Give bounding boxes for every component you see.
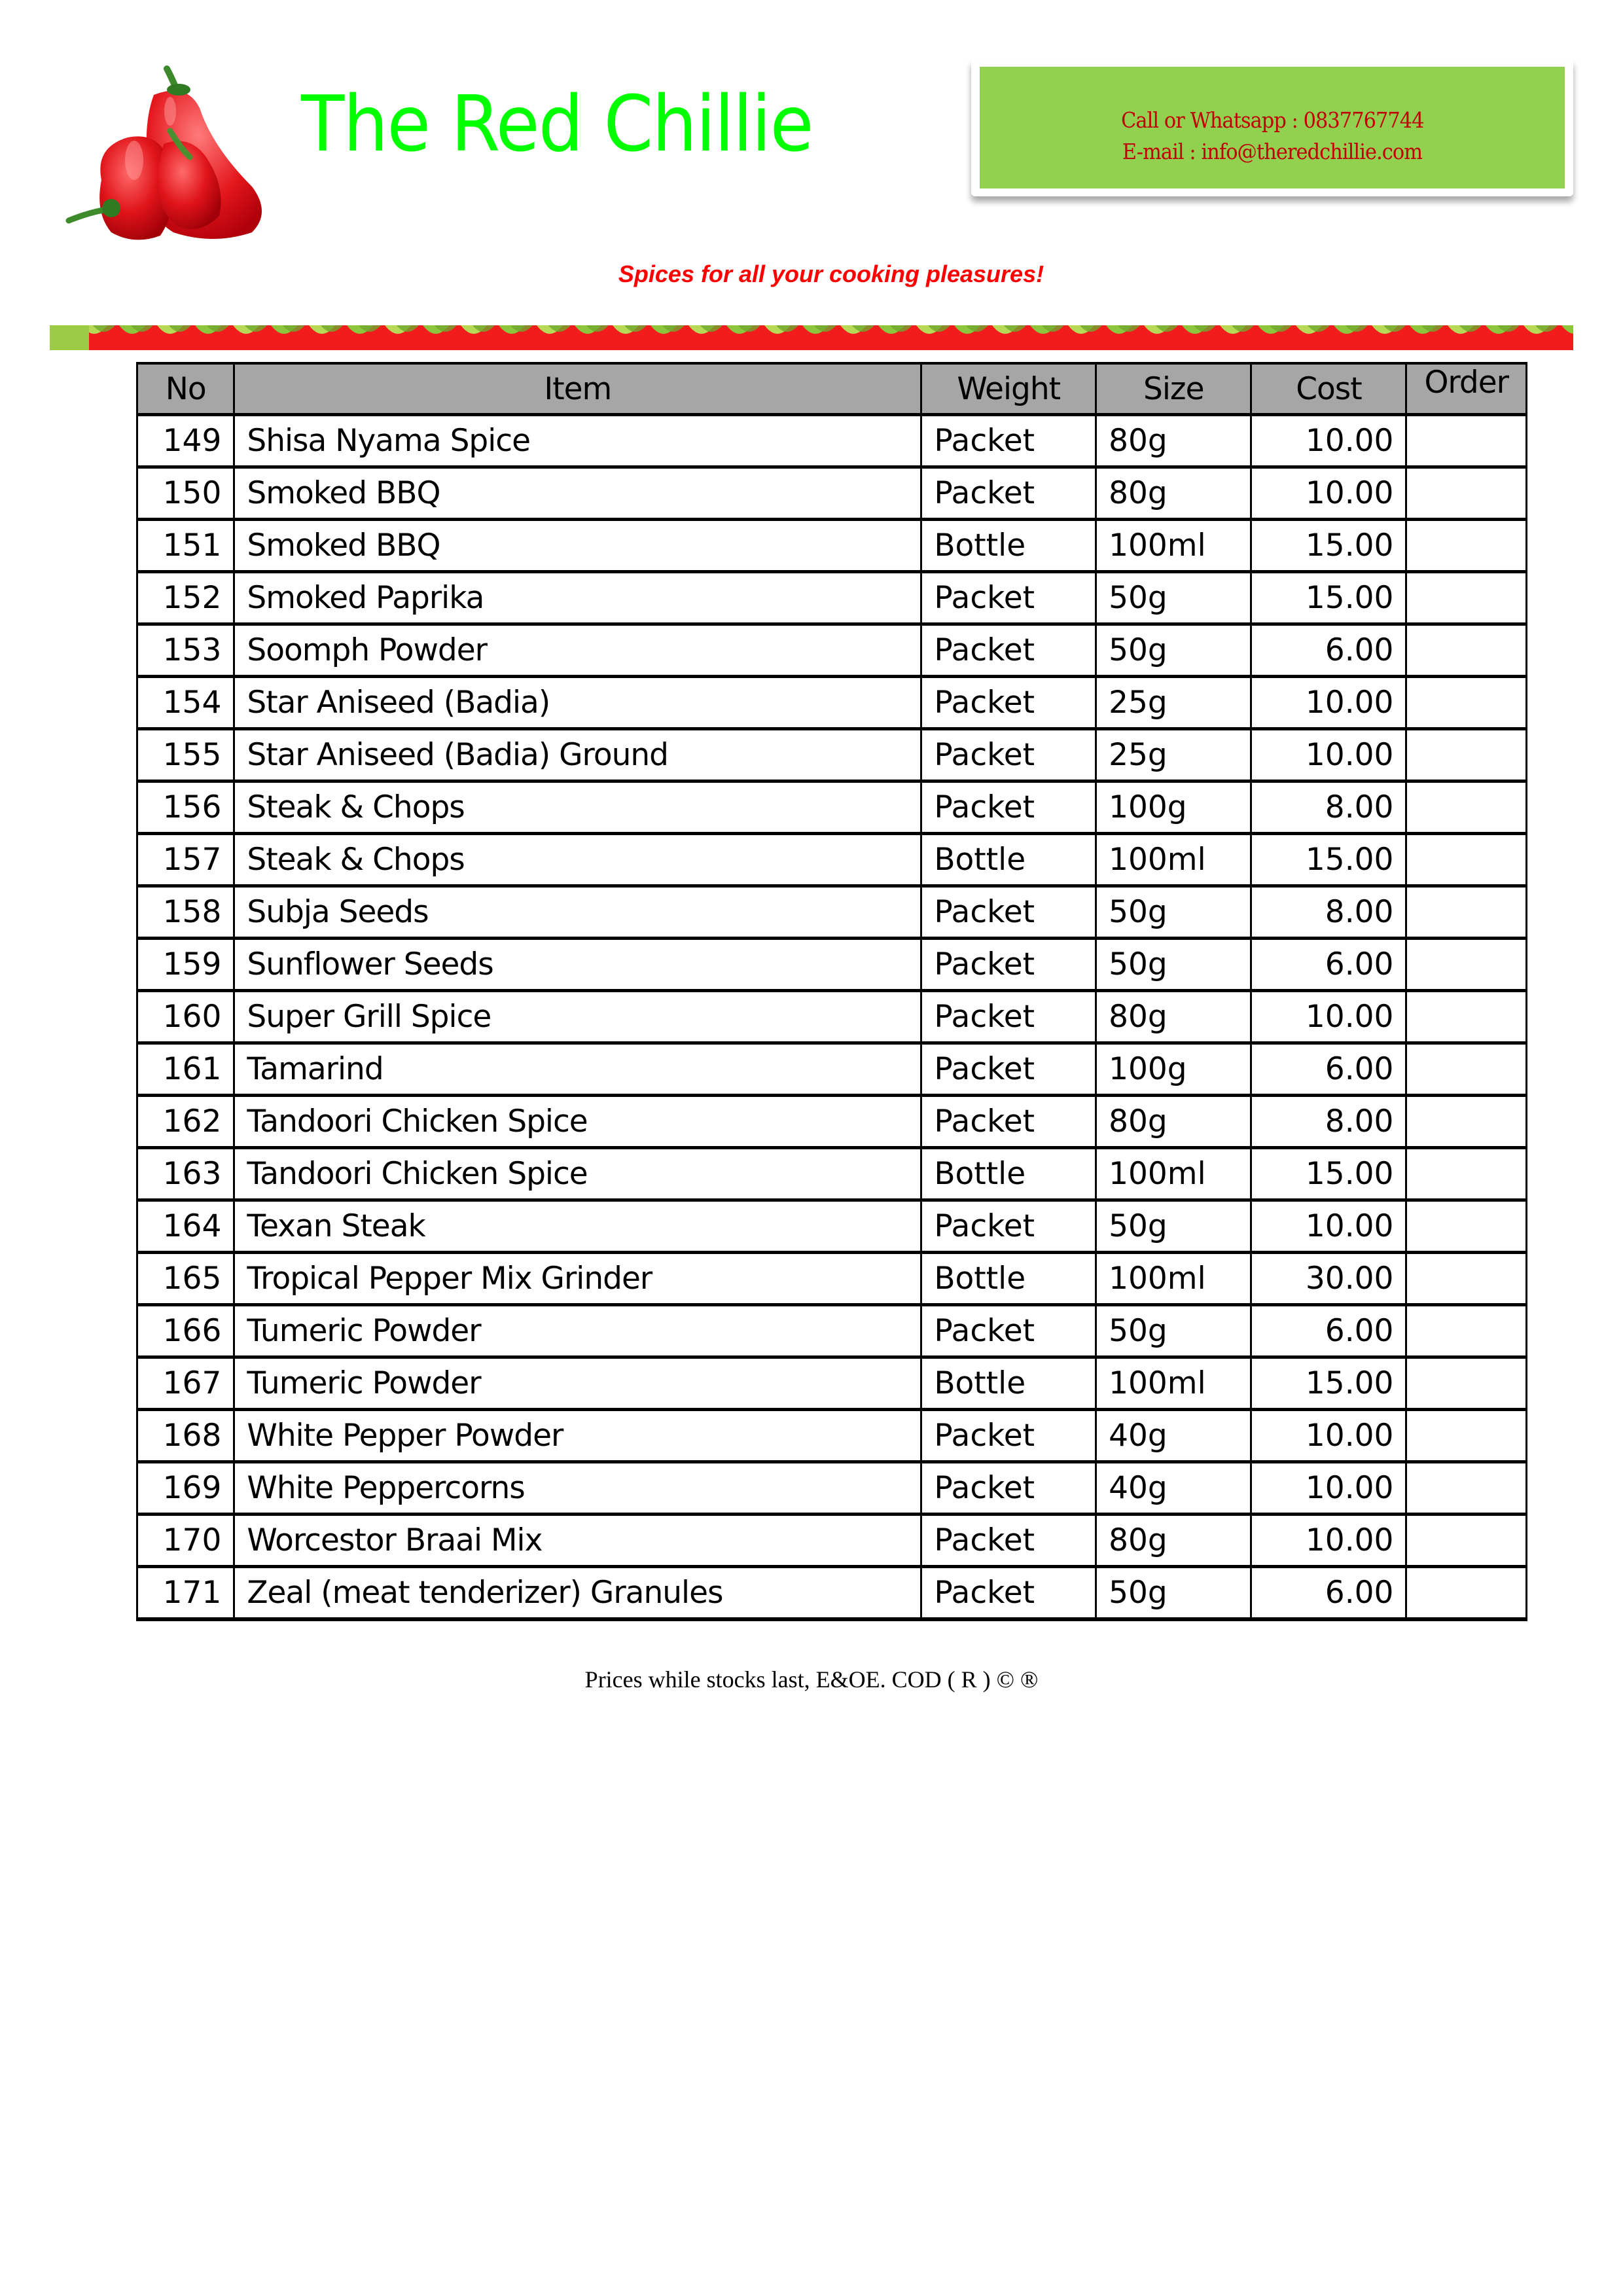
row-order-cell[interactable] [1406, 1148, 1527, 1200]
table-row [137, 1096, 1527, 1148]
table-row [137, 886, 1527, 939]
row-order-cell[interactable] [1406, 415, 1527, 467]
row-number: 154 [137, 677, 234, 729]
row-item-name: Shisa Nyama Spice [234, 415, 921, 467]
row-cost: 15.00 [1251, 1357, 1406, 1410]
row-number: 157 [137, 834, 234, 886]
table-row [137, 1305, 1527, 1357]
row-number: 166 [137, 1305, 234, 1357]
row-item-name: Texan Steak [234, 1200, 921, 1253]
row-item-name: Tamarind [234, 1043, 921, 1096]
row-size: 80g [1096, 991, 1251, 1043]
row-weight: Bottle [921, 1148, 1096, 1200]
row-cost: 15.00 [1251, 834, 1406, 886]
row-number: 159 [137, 939, 234, 991]
row-item-name: Worcestor Braai Mix [234, 1515, 921, 1567]
row-item-name: White Peppercorns [234, 1462, 921, 1515]
table-row [137, 1410, 1527, 1462]
phone-contact[interactable]: Call or Whatsapp : 0837767744 [1120, 107, 1424, 133]
row-item-name: Soomph Powder [234, 624, 921, 677]
table-row [137, 781, 1527, 834]
table-row [137, 415, 1527, 467]
row-size: 25g [1096, 729, 1251, 781]
row-order-cell[interactable] [1406, 834, 1527, 886]
row-cost: 8.00 [1251, 1096, 1406, 1148]
row-item-name: Tumeric Powder [234, 1305, 921, 1357]
row-size: 50g [1096, 939, 1251, 991]
row-cost: 10.00 [1251, 1410, 1406, 1462]
row-weight: Packet [921, 1462, 1096, 1515]
table-header-row [137, 363, 1527, 415]
row-item-name: Sunflower Seeds [234, 939, 921, 991]
price-list-table [136, 362, 1527, 1621]
table-row [137, 1253, 1527, 1305]
row-weight: Packet [921, 886, 1096, 939]
row-item-name: Smoked Paprika [234, 572, 921, 624]
row-number: 151 [137, 520, 234, 572]
row-weight: Packet [921, 415, 1096, 467]
row-cost: 15.00 [1251, 572, 1406, 624]
row-weight: Bottle [921, 520, 1096, 572]
column-header-order: Order [1406, 363, 1527, 415]
column-header-size: Size [1096, 363, 1251, 415]
row-cost: 6.00 [1251, 1043, 1406, 1096]
row-number: 170 [137, 1515, 234, 1567]
table-row [137, 1200, 1527, 1253]
row-number: 169 [137, 1462, 234, 1515]
row-number: 162 [137, 1096, 234, 1148]
row-size: 25g [1096, 677, 1251, 729]
column-header-no: No [137, 363, 234, 415]
row-size: 80g [1096, 415, 1251, 467]
row-weight: Bottle [921, 834, 1096, 886]
table-row [137, 572, 1527, 624]
contact-box [971, 59, 1573, 196]
row-weight: Packet [921, 624, 1096, 677]
row-weight: Bottle [921, 1357, 1096, 1410]
row-size: 100ml [1096, 520, 1251, 572]
footer-note: Prices while stocks last, E&OE. COD ( R ) © ® [584, 1666, 1039, 1693]
row-order-cell[interactable] [1406, 1043, 1527, 1096]
row-order-cell[interactable] [1406, 939, 1527, 991]
column-header-cost: Cost [1251, 363, 1406, 415]
leaf-cluster-icon [50, 325, 89, 350]
table-row [137, 991, 1527, 1043]
row-number: 161 [137, 1043, 234, 1096]
row-size: 80g [1096, 1515, 1251, 1567]
row-cost: 30.00 [1251, 1253, 1406, 1305]
tagline: Spices for all your cooking pleasures! [618, 260, 1044, 287]
row-order-cell[interactable] [1406, 1096, 1527, 1148]
row-size: 40g [1096, 1462, 1251, 1515]
row-order-cell[interactable] [1406, 991, 1527, 1043]
row-item-name: Smoked BBQ [234, 520, 921, 572]
row-order-cell[interactable] [1406, 1567, 1527, 1620]
row-weight: Packet [921, 1043, 1096, 1096]
table-row [137, 1043, 1527, 1096]
table-row [137, 729, 1527, 781]
row-size: 100ml [1096, 1148, 1251, 1200]
row-cost: 10.00 [1251, 677, 1406, 729]
row-item-name: Tandoori Chicken Spice [234, 1096, 921, 1148]
row-weight: Packet [921, 1515, 1096, 1567]
column-header-item: Item [234, 363, 921, 415]
leaf-border-banner [50, 325, 1573, 350]
row-number: 152 [137, 572, 234, 624]
row-item-name: Steak & Chops [234, 834, 921, 886]
contact-panel [980, 67, 1565, 188]
row-order-cell[interactable] [1406, 520, 1527, 572]
row-size: 50g [1096, 1567, 1251, 1620]
row-size: 40g [1096, 1410, 1251, 1462]
row-cost: 15.00 [1251, 520, 1406, 572]
row-cost: 15.00 [1251, 1148, 1406, 1200]
row-number: 167 [137, 1357, 234, 1410]
row-weight: Packet [921, 1200, 1096, 1253]
row-weight: Packet [921, 1410, 1096, 1462]
row-weight: Packet [921, 677, 1096, 729]
row-size: 50g [1096, 624, 1251, 677]
table-row [137, 1148, 1527, 1200]
row-number: 150 [137, 467, 234, 520]
brand-title: The Red Chillie [301, 79, 813, 169]
row-cost: 10.00 [1251, 991, 1406, 1043]
table-row [137, 1357, 1527, 1410]
row-number: 165 [137, 1253, 234, 1305]
row-size: 100ml [1096, 834, 1251, 886]
row-weight: Packet [921, 467, 1096, 520]
red-peppers-logo-icon [56, 49, 291, 252]
row-number: 155 [137, 729, 234, 781]
row-order-cell[interactable] [1406, 624, 1527, 677]
row-cost: 10.00 [1251, 1515, 1406, 1567]
row-size: 50g [1096, 1305, 1251, 1357]
table-row [137, 1515, 1527, 1567]
row-cost: 6.00 [1251, 1567, 1406, 1620]
row-order-cell[interactable] [1406, 1515, 1527, 1567]
row-cost: 6.00 [1251, 624, 1406, 677]
row-item-name: Smoked BBQ [234, 467, 921, 520]
row-item-name: Tandoori Chicken Spice [234, 1148, 921, 1200]
row-size: 50g [1096, 572, 1251, 624]
row-order-cell[interactable] [1406, 1305, 1527, 1357]
row-size: 80g [1096, 467, 1251, 520]
row-number: 158 [137, 886, 234, 939]
row-cost: 10.00 [1251, 467, 1406, 520]
row-size: 50g [1096, 886, 1251, 939]
row-item-name: Tumeric Powder [234, 1357, 921, 1410]
row-weight: Packet [921, 1096, 1096, 1148]
row-item-name: White Pepper Powder [234, 1410, 921, 1462]
leaf-icon [1561, 325, 1573, 334]
row-number: 160 [137, 991, 234, 1043]
row-order-cell[interactable] [1406, 467, 1527, 520]
row-weight: Packet [921, 781, 1096, 834]
row-number: 156 [137, 781, 234, 834]
table-row [137, 677, 1527, 729]
row-size: 100g [1096, 781, 1251, 834]
row-number: 164 [137, 1200, 234, 1253]
table-row [137, 624, 1527, 677]
table-row [137, 939, 1527, 991]
row-weight: Packet [921, 991, 1096, 1043]
row-number: 149 [137, 415, 234, 467]
leaf-pattern-icon [50, 325, 1573, 350]
row-weight: Packet [921, 939, 1096, 991]
row-order-cell[interactable] [1406, 1410, 1527, 1462]
row-size: 80g [1096, 1096, 1251, 1148]
row-cost: 10.00 [1251, 729, 1406, 781]
row-item-name: Steak & Chops [234, 781, 921, 834]
row-number: 168 [137, 1410, 234, 1462]
row-weight: Packet [921, 572, 1096, 624]
row-number: 153 [137, 624, 234, 677]
row-item-name: Tropical Pepper Mix Grinder [234, 1253, 921, 1305]
row-order-cell[interactable] [1406, 1462, 1527, 1515]
row-item-name: Super Grill Spice [234, 991, 921, 1043]
row-item-name: Zeal (meat tenderizer) Granules [234, 1567, 921, 1620]
row-cost: 8.00 [1251, 781, 1406, 834]
row-order-cell[interactable] [1406, 677, 1527, 729]
row-cost: 10.00 [1251, 1462, 1406, 1515]
row-order-cell[interactable] [1406, 572, 1527, 624]
row-item-name: Star Aniseed (Badia) [234, 677, 921, 729]
row-item-name: Subja Seeds [234, 886, 921, 939]
table-row [137, 520, 1527, 572]
row-number: 163 [137, 1148, 234, 1200]
row-cost: 10.00 [1251, 415, 1406, 467]
row-order-cell[interactable] [1406, 729, 1527, 781]
row-number: 171 [137, 1567, 234, 1620]
row-order-cell[interactable] [1406, 1200, 1527, 1253]
table-row [137, 834, 1527, 886]
table-row [137, 467, 1527, 520]
row-size: 100ml [1096, 1253, 1251, 1305]
row-order-cell[interactable] [1406, 1253, 1527, 1305]
table-row [137, 1462, 1527, 1515]
row-weight: Packet [921, 1567, 1096, 1620]
column-header-weight: Weight [921, 363, 1096, 415]
row-weight: Bottle [921, 1253, 1096, 1305]
row-size: 100ml [1096, 1357, 1251, 1410]
row-weight: Packet [921, 1305, 1096, 1357]
row-size: 100g [1096, 1043, 1251, 1096]
row-weight: Packet [921, 729, 1096, 781]
row-order-cell[interactable] [1406, 886, 1527, 939]
row-item-name: Star Aniseed (Badia) Ground [234, 729, 921, 781]
row-cost: 8.00 [1251, 886, 1406, 939]
email-contact[interactable]: E-mail : info@theredchillie.com [1122, 139, 1423, 164]
row-cost: 10.00 [1251, 1200, 1406, 1253]
row-cost: 6.00 [1251, 939, 1406, 991]
row-size: 50g [1096, 1200, 1251, 1253]
row-order-cell[interactable] [1406, 1357, 1527, 1410]
table-row [137, 1567, 1527, 1620]
row-order-cell[interactable] [1406, 781, 1527, 834]
row-cost: 6.00 [1251, 1305, 1406, 1357]
